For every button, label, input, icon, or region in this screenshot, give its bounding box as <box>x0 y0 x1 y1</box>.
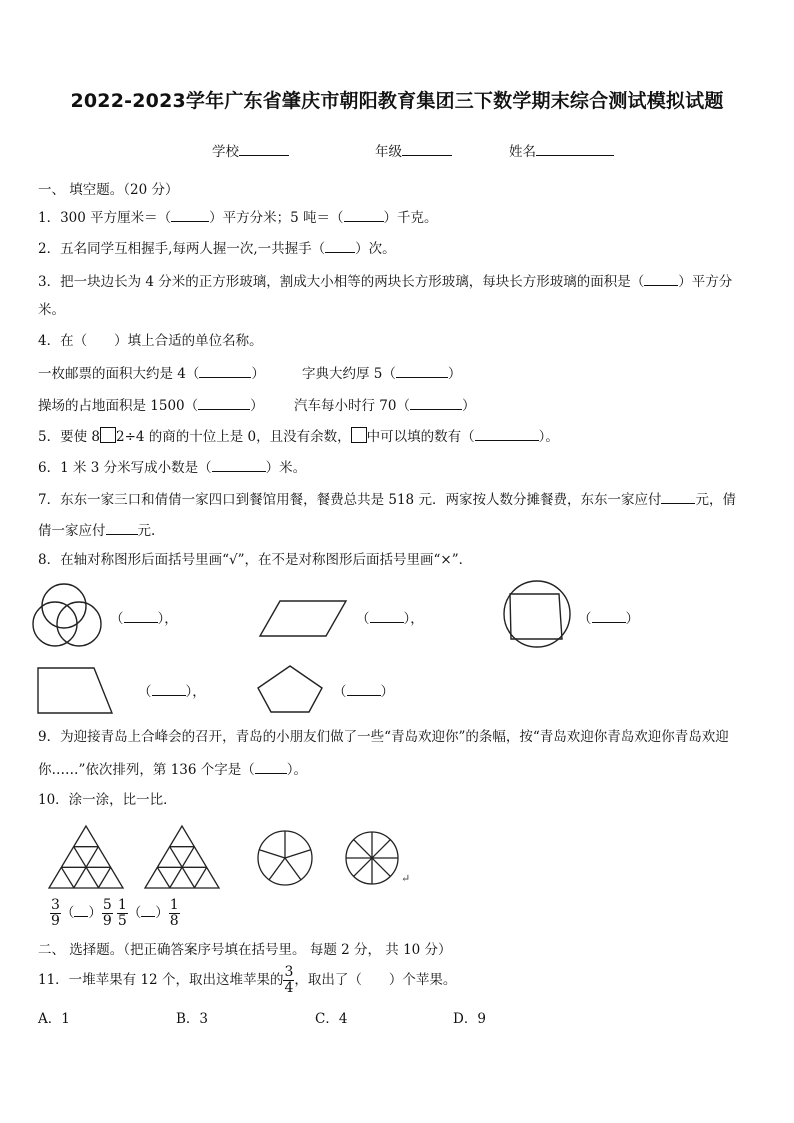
q1-text-b: ）平方分米；5 吨＝（ <box>209 210 344 226</box>
fraction-1-8 <box>169 898 180 929</box>
q11-option-b[interactable]: B．3 <box>176 1011 209 1027</box>
triangle-grid-figure-2 <box>145 826 219 888</box>
section-1-heading: 一、 填空题。（20 分） <box>38 182 179 198</box>
q3-text-a: 3．把一块边长为 4 分米的正方形玻璃，割成大小相等的两块长方形玻璃，每块长方形玻璃的面积是（ <box>38 274 645 290</box>
triangle-grid-figure-1 <box>49 826 123 888</box>
page-title: 2022-2023学年广东省肇庆市朝阳教育集团三下数学期末综合测试模拟试题 <box>70 90 724 112</box>
frac3-numerator: 1 <box>117 897 127 913</box>
circle-fifths-figure <box>258 831 312 885</box>
question-8-stem: 8．在轴对称图形后面括号里画“√”，在不是对称图形后面括号里画“×”． <box>38 552 473 568</box>
q11-text-b: ，取出了（ ）个苹果。 <box>294 972 457 988</box>
compare-blank-2[interactable] <box>141 903 155 917</box>
q4-close-b: ） <box>447 366 462 382</box>
q11-text-a: 11．一堆苹果有 12 个，取出这堆苹果的 <box>38 972 284 988</box>
q10-comparison-row <box>50 898 180 929</box>
q8-close-5: ） <box>380 684 394 700</box>
q11-numerator: 3 <box>284 964 294 980</box>
q5-text-d: ）。 <box>538 429 559 445</box>
question-11 <box>38 965 456 996</box>
q8-close-4: ） <box>185 684 193 700</box>
q4-close-d: ） <box>461 398 476 414</box>
frac4-denominator: 8 <box>169 913 179 929</box>
q4-text-d: 汽车每小时行 70（ <box>294 398 410 414</box>
q4-text-b: 字典大约厚 5（ <box>302 366 396 382</box>
q6-text-b: ）米。 <box>265 460 307 476</box>
q11-option-c[interactable]: C．4 <box>315 1011 348 1027</box>
grade-label: 年级 <box>375 144 402 160</box>
question-10-stem: 10．涂一涂，比一比． <box>38 792 177 808</box>
section-2-heading: 二、 选择题。（把正确答案序号填在括号里。 每题 2 分， 共 10 分） <box>38 942 452 958</box>
q1-text-a: 1．300 平方厘米＝（ <box>38 210 172 226</box>
fraction-3-9 <box>50 898 61 929</box>
q3-text-c: 米。 <box>38 302 65 318</box>
cmp2-close: ） <box>155 905 169 921</box>
q7-text-b: 元，倩 <box>695 492 736 508</box>
q11-denominator: 4 <box>284 980 294 996</box>
frac1-numerator: 3 <box>51 897 60 913</box>
q7-text-c: 倩一家应付 <box>38 523 106 539</box>
question-4-stem: 4．在（ ）填上合适的单位名称。 <box>38 333 263 349</box>
frac4-numerator: 1 <box>169 897 179 913</box>
q8-open-5: （ <box>333 684 347 700</box>
q6-text-a: 6．1 米 3 分米写成小数是（ <box>38 460 212 476</box>
q7-text-a: 7．东东一家三口和倩倩一家四口到餐馆用餐，餐费总共是 518 元．两家按人数分摊餐费，东东一家应付 <box>38 492 662 508</box>
compare-blank-1[interactable] <box>74 903 88 917</box>
fraction-1-5 <box>117 898 128 929</box>
q4-text-a: 一枚邮票的面积大约是 4（ <box>38 366 200 382</box>
q4-text-c: 操场的占地面积是 1500（ <box>38 398 199 414</box>
cmp2-open: （ <box>127 905 142 921</box>
frac2-denominator: 9 <box>102 913 112 929</box>
q3-text-b: ）平方分 <box>678 274 733 290</box>
name-label: 姓名 <box>509 144 536 160</box>
q5-text-a: 5．要使 8 <box>38 429 100 445</box>
question-9: 9．为迎接青岛上合峰会的召开，青岛的小朋友们做了一些“青岛欢迎你”的条幅，按“青岛欢迎你青岛欢迎你青岛欢迎 <box>38 729 729 745</box>
circle-eighths-figure <box>346 832 398 884</box>
q5-text-c: 中可以填的数有（ <box>366 429 475 445</box>
q9-text-b: 你……”依次排列，第 136 个字是（ <box>38 762 255 778</box>
q8-close-1: ） <box>157 611 165 627</box>
paragraph-mark-icon: ↵ <box>401 872 411 885</box>
q8-open-3: （ <box>578 611 592 627</box>
cmp1-open: （ <box>60 905 75 921</box>
q8-open-2: （ <box>356 611 370 627</box>
q11-option-a[interactable]: A．1 <box>38 1011 70 1027</box>
q9-text-c: ）。 <box>286 762 308 778</box>
frac1-denominator: 9 <box>51 913 60 929</box>
q11-option-d[interactable]: D．9 <box>453 1011 486 1027</box>
q2-text-b: ）次。 <box>355 241 396 257</box>
q2-text-a: 2．五名同学互相握手,每两人握一次,一共握手（ <box>38 241 326 257</box>
q1-text-c: ）千克。 <box>383 210 438 226</box>
q4-close-c: ） <box>250 398 264 414</box>
fraction-5-9 <box>102 898 113 929</box>
frac3-denominator: 5 <box>117 913 127 929</box>
q7-text-d: 元. <box>137 523 156 539</box>
frac2-numerator: 5 <box>102 897 112 913</box>
q8-sep-1: ， <box>164 611 178 627</box>
q8-close-2: ） <box>403 611 411 627</box>
q8-open-1: （ <box>110 611 124 627</box>
q8-sep-2: ， <box>410 611 424 627</box>
school-label: 学校 <box>212 144 239 160</box>
q8-close-3: ） <box>625 611 639 627</box>
q4-close-a: ） <box>251 366 265 382</box>
q8-sep-4: ， <box>192 684 206 700</box>
q8-open-4: （ <box>138 684 152 700</box>
q5-text-b: 2÷4 的商的十位上是 0，且没有余数， <box>115 429 351 445</box>
fraction-3-4 <box>283 965 294 996</box>
cmp1-close: ） <box>88 905 102 921</box>
